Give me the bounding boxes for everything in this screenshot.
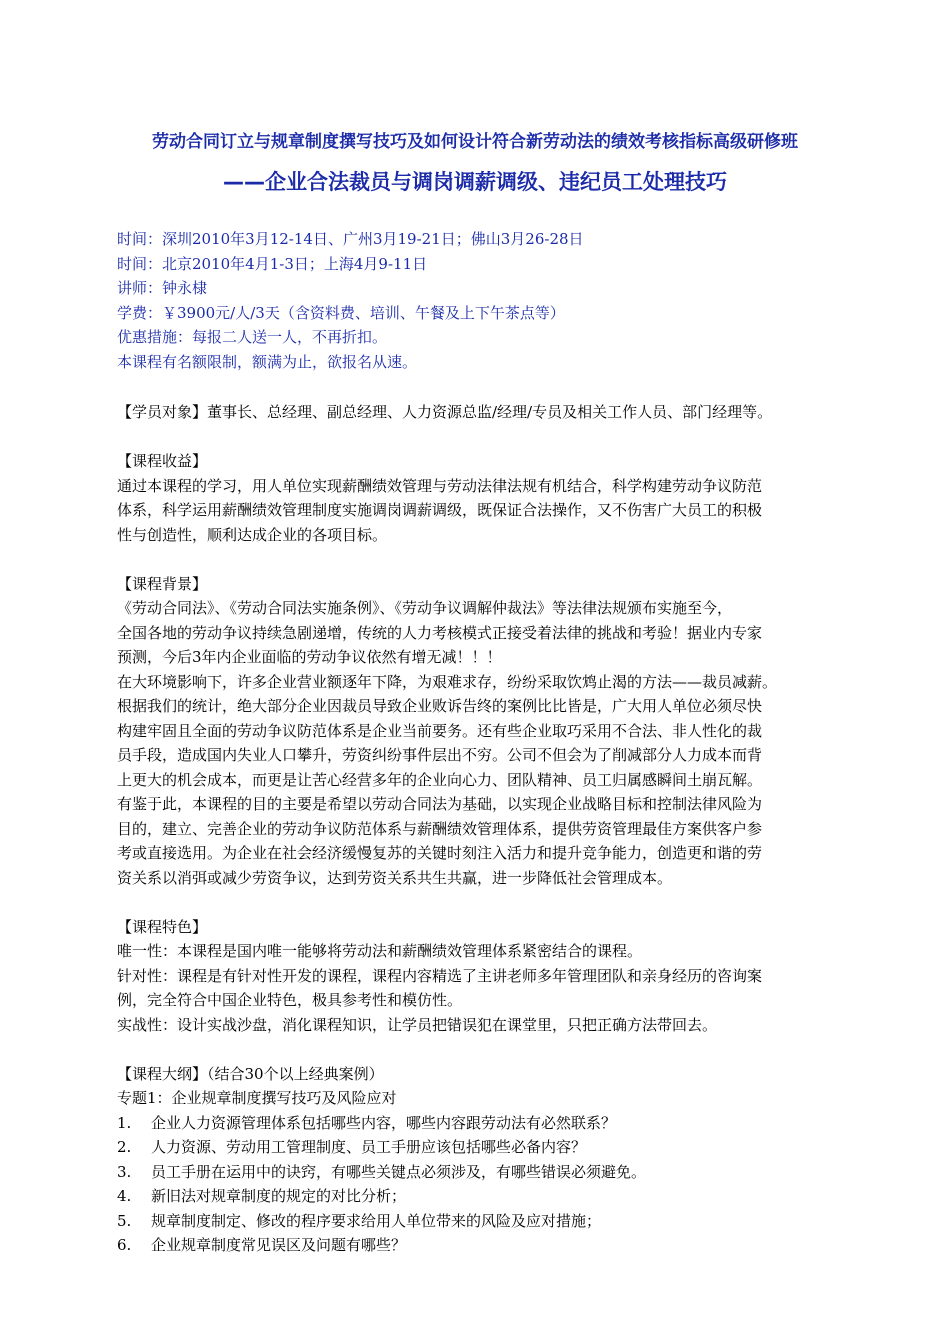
background-line: 有鉴于此，本课程的目的主要是希望以劳动合同法为基础，以实现企业战略目标和控制法律风险为: [117, 795, 763, 813]
outline-item-text: 企业人力资源管理体系包括哪些内容，哪些内容跟劳动法有必然联系？: [151, 1113, 617, 1132]
info-line-discount: 优惠措施：每报二人送一人，不再折扣。: [117, 328, 388, 346]
outline-item: [117, 1209, 852, 1234]
outline-item: [117, 1233, 852, 1258]
features-line: 实战性：设计实战沙盘，消化课程知识，让学员把错误犯在课堂里，只把正确方法带回去。: [117, 1015, 718, 1034]
outline-item-text: 员工手册在运用中的诀窍，有哪些关键点必须涉及，有哪些错误必须避免。: [151, 1162, 647, 1181]
benefit-heading: 【课程收益】: [117, 452, 208, 470]
background-line: 构建牢固且全面的劳动争议防范体系是企业当前要务。还有些企业取巧采用不合法、非人性化的裁: [117, 721, 763, 740]
outline-item-number: 3.: [117, 1162, 132, 1181]
benefit-line: 体系，科学运用薪酬绩效管理制度实施调岗调薪调级，既保证合法操作，又不伤害广大员工的积极: [117, 501, 763, 519]
info-line-time-1: 时间：深圳2010年3月12-14日、广州3月19-21日；佛山3月26-28日: [117, 230, 584, 248]
course-subtitle: ——企业合法裁员与调岗调薪调级、违纪员工处理技巧: [223, 170, 727, 194]
outline-item-number: 2.: [117, 1138, 132, 1156]
benefit-line: 性与创造性，顺利达成企业的各项目标。: [117, 525, 388, 544]
background-line: 上更大的机会成本，而更是让苦心经营多年的企业向心力、团队精神、员工归属感瞬间土崩瓦解。: [117, 770, 763, 789]
background-line: 预测，今后3年内企业面临的劳动争议依然有增无减！！！: [117, 648, 502, 666]
background-line: 《劳动合同法》、《劳动合同法实施条例》、《劳动争议调解仲裁法》等法律法规颁布实施至今，: [117, 599, 733, 617]
info-line-time-2: 时间：北京2010年4月1-3日；上海4月9-11日: [117, 254, 428, 273]
outline-item-number: 6.: [117, 1236, 132, 1254]
background-line: 在大环境影响下，许多企业营业额逐年下降，为艰难求存，纷纷采取饮鸩止渴的方法——裁员减薪。: [117, 672, 778, 691]
background-heading: 【课程背景】: [117, 574, 208, 593]
outline-item-number: 1.: [117, 1113, 132, 1132]
features-line: 例，完全符合中国企业特色，极具参考性和模仿性。: [117, 991, 463, 1009]
features-line: 针对性：课程是有针对性开发的课程，课程内容精选了主讲老师多年管理团队和亲身经历的咨询案: [117, 966, 763, 985]
background-line: 考或直接选用。为企业在社会经济缓慢复苏的关键时刻注入活力和提升竞争能力，创造更和谐的劳: [117, 844, 763, 862]
course-info-block: [117, 227, 584, 374]
course-body: [117, 400, 852, 1258]
outline-item: [117, 1111, 852, 1136]
course-title: 劳动合同订立与规章制度撰写技巧及如何设计符合新劳动法的绩效考核指标高级研修班: [152, 132, 798, 152]
background-line: 员手段，造成国内失业人口攀升，劳资纠纷事件层出不穷。公司不但会为了削减部分人力成本而背: [117, 746, 763, 764]
background-line: 资关系以消弭或减少劳资争议，达到劳资关系共生共赢，进一步降低社会管理成本。: [117, 868, 673, 887]
info-line-lecturer: 讲师：钟永棣: [117, 279, 208, 297]
background-line: 全国各地的劳动争议持续急剧递增，传统的人力考核模式正接受着法律的挑战和考验！据业内专家: [117, 623, 763, 642]
background-line: 目的，建立、完善企业的劳动争议防范体系与薪酬绩效管理体系，提供劳资管理最佳方案供客户参: [117, 819, 763, 838]
outline-item-number: 4.: [117, 1187, 132, 1205]
features-line: 唯一性：本课程是国内唯一能够将劳动法和薪酬绩效管理体系紧密结合的课程。: [117, 942, 643, 960]
outline-item-text: 人力资源、劳动用工管理制度、员工手册应该包括哪些必备内容？: [151, 1138, 587, 1156]
outline-item-text: 新旧法对规章制度的规定的对比分析；: [151, 1187, 407, 1205]
outline-item: [117, 1184, 852, 1209]
info-line-notice: 本课程有名额限制，额满为止，欲报名从速。: [117, 352, 418, 371]
audience-line: 【学员对象】董事长、总经理、副总经理、人力资源总监/经理/专员及相关工作人员、部门经理等。: [117, 403, 773, 421]
benefit-line: 通过本课程的学习，用人单位实现薪酬绩效管理与劳动法律法规有机结合，科学构建劳动争议防范: [117, 476, 763, 495]
info-line-fee: 学费：￥3900元/人/3天（含资料费、培训、午餐及上下午茶点等）: [117, 303, 565, 322]
features-heading: 【课程特色】: [117, 917, 208, 936]
outline-item-number: 5.: [117, 1211, 132, 1230]
outline-item-text: 规章制度制定、修改的程序要求给用人单位带来的风险及应对措施；: [151, 1211, 602, 1230]
outline-heading: 【课程大纲】（结合30个以上经典案例）: [117, 1064, 384, 1083]
outline-item: [117, 1135, 852, 1160]
background-line: 根据我们的统计，绝大部分企业因裁员导致企业败诉告终的案例比比皆是，广大用人单位必须尽快: [117, 697, 763, 715]
outline-item: [117, 1160, 852, 1185]
outline-item-text: 企业规章制度常见误区及问题有哪些？: [151, 1236, 407, 1254]
topic-heading: 专题1：企业规章制度撰写技巧及风险应对: [117, 1089, 397, 1107]
